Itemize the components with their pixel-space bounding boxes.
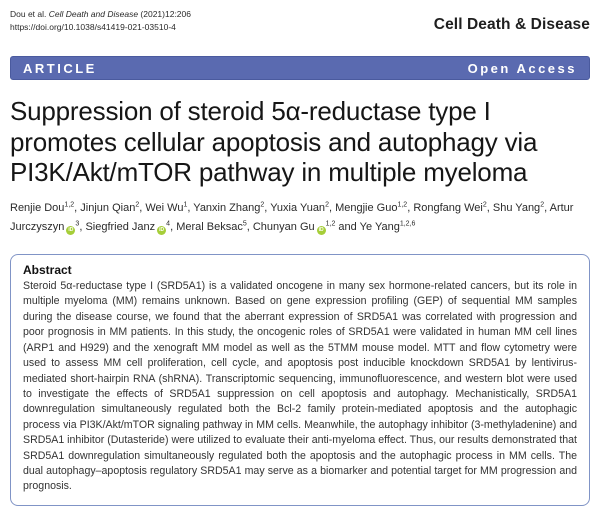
author: Shu Yang$^2$ — [492, 200, 545, 214]
citation-suffix: (2021)12:206 — [138, 9, 191, 19]
orcid-icon[interactable]: iD — [318, 226, 324, 233]
author: Siegfried Janz $iD^4$ — [85, 220, 171, 233]
author-list: Renjie Dou$^{1,2}$, Jinjun Qian$^2$, Wei Wu$^1$, Yanxin Zhang$^2$, Yuxia Yuan$^2$, Mengjie Guo$^{1,2}$, Rongfang Wei$^2$, Shu Yang$^2$, Artur Jurczyszyn $iD^3$, Siegfried Janz $iD^4$, Meral Beksac$^5$, Chunyan Gu iD$^{1,2}$ and Ye Yang$^{1,2,6}$ — [10, 200, 574, 233]
author: Ye Yang$^{1,2,6}$ — [359, 220, 416, 233]
orcid-icon[interactable]: iD — [68, 226, 74, 233]
author: Mengjie Guo$^{1,2}$ — [335, 200, 408, 214]
page-header — [10, 8, 590, 34]
citation-journal-name: Cell Death and Disease — [48, 9, 139, 19]
author: Rongfang Wei$^2$ — [413, 200, 487, 214]
author-affiliation-superscript: 2 — [482, 200, 487, 208]
open-access-label: Open Access — [467, 60, 577, 76]
citation-prefix: Dou et al. — [10, 9, 49, 19]
author-affiliation-superscript: 1,2 — [325, 220, 336, 228]
author-affiliation-superscript: 1 — [183, 200, 188, 208]
article-type-label: ARTICLE — [23, 60, 97, 76]
orcid-icon[interactable]: iD — [159, 226, 165, 233]
author-affiliation-superscript: 1,2,6 — [399, 220, 416, 228]
abstract-box — [10, 254, 590, 506]
author: Wei Wu$^1$ — [145, 200, 188, 214]
author-affiliation-superscript: 3 — [75, 220, 80, 228]
citation-block — [10, 8, 191, 34]
author-affiliation-superscript: 2 — [135, 200, 140, 208]
citation-line — [10, 8, 191, 21]
article-type-bar — [10, 56, 590, 80]
author: Meral Beksac$^5$ — [176, 220, 247, 233]
author: Yanxin Zhang$^2$ — [193, 200, 265, 214]
author-affiliation-superscript: 2 — [260, 200, 265, 208]
author-affiliation-superscript: 2 — [540, 200, 545, 208]
author: Chunyan Gu iD$^{1,2}$ — [252, 220, 336, 233]
author: Renjie Dou$^{1,2}$ — [10, 200, 75, 214]
author: Jinjun Qian$^2$ — [80, 200, 140, 214]
author-affiliation-superscript: 4 — [166, 220, 171, 228]
author-affiliation-superscript: 5 — [242, 220, 247, 228]
author-affiliation-superscript: 1,2 — [397, 200, 408, 208]
author-affiliation-superscript: 1,2 — [64, 200, 75, 208]
doi-link[interactable]: https://doi.org/10.1038/s41419-021-03510-4 — [10, 22, 176, 33]
author: Artur Jurczyszyn $iD^3$ — [10, 201, 574, 233]
abstract-heading: Abstract — [23, 263, 72, 278]
journal-name: Cell Death & Disease — [433, 16, 590, 33]
author: Yuxia Yuan$^2$ — [270, 200, 329, 214]
paper-title: Suppression of steroid 5α-reductase type I promotes cellular apoptosis and autophagy via PI3K/Akt/mTOR pathway in multiple myeloma — [10, 96, 538, 188]
abstract-body: Steroid 5α-reductase type I (SRD5A1) is a validated oncogene in many sex hormone-related cancers, but its role in multiple myeloma (MM) remains unknown. Based on gene expression profiling (GEP) of sequential MM samples during the disease course, we found that the aberrant expression of SRD5A1 was correlated with progression and poor prognosis in MM patients. In this study, the oncogenic roles of SRD5A1 were validated in human MM cell lines (ARP1 and H929) and the xenograft MM model as well as the 5TMM mouse model. MTT and flow cytometry were used to assess MM cell proliferation, cell cycle, and apoptosis post inducible knockdown SRD5A1 by lentivirus-mediated short-hairpin RNA (shRNA). Transcriptomic sequencing, immunofluorescence, and western blot were used to investigate the effects of SRD5A1 suppression on cell apoptosis and autophagy. Mechanistically, SRD5A1 downregulation simultaneously regulated both the Bcl-2 family protein-mediated apoptosis and the autophagic process via PI3K/Akt/mTOR signaling pathway in MM cells. Meanwhile, the autophagy inhibitor (3-methyladenine) and SRD5A1 inhibitor (Dutasteride) were utilized to evaluate their anti-myeloma effect. Thus, our results demonstrated that SRD5A1 downregulation simultaneously regulated both the apoptosis and the autophagic process in MM cells. The dual autophagy–apoptosis regulatory SRD5A1 may serve as a biomarker and potential target for MM progression and prognosis. — [23, 280, 577, 493]
author-affiliation-superscript: 2 — [325, 200, 329, 208]
